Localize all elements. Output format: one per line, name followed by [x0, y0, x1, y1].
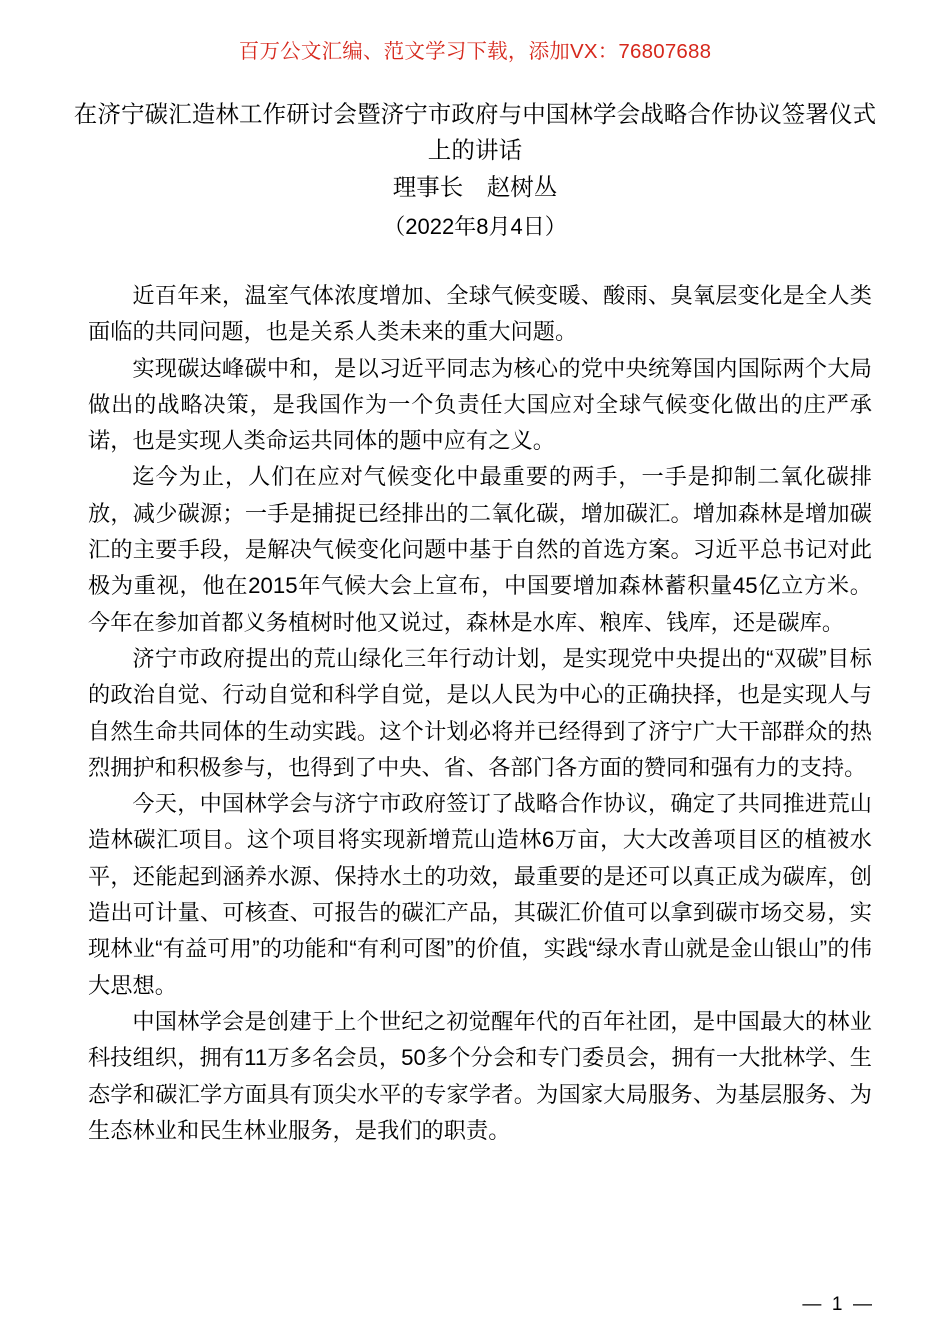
- document-author: 理事长 赵树丛: [392, 174, 558, 200]
- body-paragraph: 中国林学会是创建于上个世纪之初觉醒年代的百年社团，是中国最大的林业科技组织，拥有11万多名会员，50多个分会和专门委员会，拥有一大批林学、生态学和碳汇学方面具有顶尖水平的专家学者。为国家大局服务、为基层服务、为生态林业和民生林业服务，是我们的职责。: [88, 1008, 872, 1143]
- body-paragraph: 济宁市政府提出的荒山绿化三年行动计划，是实现党中央提出的“双碳”目标的政治自觉、行动自觉和科学自觉，是以人民为中心的正确抉择，也是实现人与自然生命共同体的生动实践。这个计划必将并已经得到了济宁广大干部群众的热烈拥护和积极参与，也得到了中央、省、各部门各方面的赞同和强有力的支持。: [88, 645, 872, 780]
- body-paragraph: 近百年来，温室气体浓度增加、全球气候变暖、酸雨、臭氧层变化是全人类面临的共同问题，也是关系人类未来的重大问题。: [88, 283, 872, 345]
- page-title: 在济宁碳汇造林工作研讨会暨济宁市政府与中国林学会战略合作协议签署仪式上的讲话: [73, 101, 877, 163]
- document-date: （2022年8月4日）: [383, 214, 567, 239]
- page-number-footer: — 1 —: [802, 1294, 872, 1315]
- body-paragraph: 实现碳达峰碳中和，是以习近平同志为核心的党中央统筹国内国际两个大局做出的战略决策，是我国作为一个负责任大国应对全球气候变化做出的庄严承诺，也是实现人类命运共同体的题中应有之义。: [88, 355, 872, 454]
- promo-banner-text: 百万公文汇编、范文学习下载，添加VX：76807688: [238, 40, 712, 63]
- title-block: [70, 96, 880, 245]
- document-body: [88, 278, 872, 1149]
- body-paragraph: 迄今为止，人们在应对气候变化中最重要的两手，一手是抑制二氧化碳排放，减少碳源；一手是捕捉已经排出的二氧化碳，增加碳汇。增加森林是增加碳汇的主要手段，是解决气候变化问题中基于自然的首选方案。习近平总书记对此极为重视，他在2015年气候大会上宣布，中国要增加森林蓄积量45亿立方米。今年在参加首都义务植树时他又说过，森林是水库、粮库、钱库，还是碳库。: [88, 464, 872, 635]
- body-paragraph: 今天，中国林学会与济宁市政府签订了战略合作协议，确定了共同推进荒山造林碳汇项目。这个项目将实现新增荒山造林6万亩，大大改善项目区的植被水平，还能起到涵养水源、保持水土的功效，最重要的是还可以真正成为碳库，创造出可计量、可核查、可报告的碳汇产品，其碳汇价值可以拿到碳市场交易，实现林业“有益可用”的功能和“有利可图”的价值，实践“绿水青山就是金山银山”的伟大思想。: [88, 791, 872, 998]
